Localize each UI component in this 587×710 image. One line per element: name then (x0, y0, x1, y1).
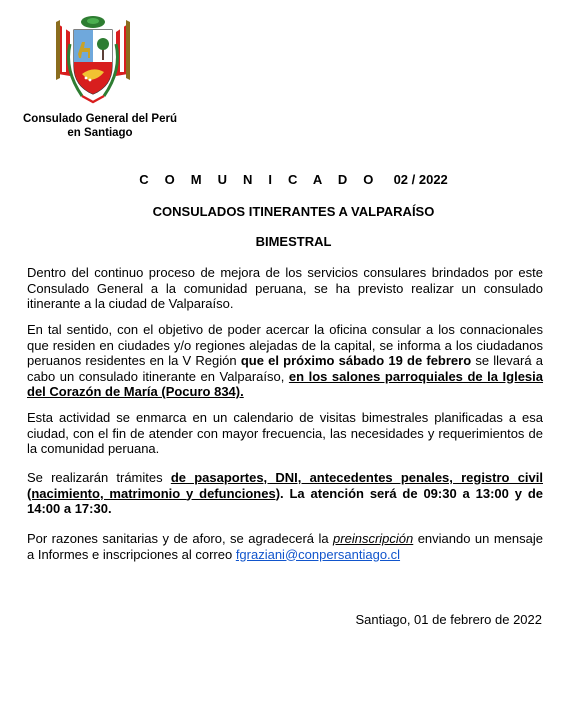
service-hours: . La atención será de 09:30 a 13:00 y de 14:00 a 17:30. (27, 485, 543, 516)
paragraph-5-text-c: enviando un mensaje a Informes e inscripciones al correo (27, 531, 543, 562)
communique-label: C O M U N I C A D O (139, 172, 380, 187)
paragraph-2 (27, 322, 543, 400)
document-date: Santiago, 01 de febrero de 2022 (355, 612, 542, 627)
communique-heading (0, 172, 587, 187)
paragraph-5 (27, 531, 543, 562)
event-location: en los salones parroquiales de la Iglesia del Corazón de María (Pocuro 834). (27, 368, 543, 399)
paragraph-1: Dentro del continuo proceso de mejora de los servicios consulares brindados por este Consulado General a la comunidad peruana, se ha previsto realizar un consulado itinerante a la ciudad de Valparaíso. (27, 265, 543, 311)
contact-email-link[interactable]: fgraziani@conpersantiago.cl (235, 546, 401, 562)
paragraph-5-text-a: Por razones sanitarias y de aforo, se agradecerá la (27, 531, 334, 546)
issuer-line-1: Consulado General del Perú (22, 113, 177, 125)
paragraph-3: Esta actividad se enmarca en un calendario de visitas bimestrales planificadas a esa ciudad, con el fin de atender con mayor frecuencia, las necesidades y requerimientos de la comunidad peruana. (27, 410, 543, 456)
paragraph-4 (27, 470, 543, 517)
paragraph-2-text-c: se llevará a cabo un consulado itinerante en Valparaíso, (27, 353, 543, 384)
peru-coat-of-arms-icon (52, 14, 134, 106)
paragraph-2-text-a: En tal sentido, con el objetivo de poder acercar la oficina consular a los connacionales que residen en ciudades y/o regiones alejadas de la capital, se informa a los ciudadanos peruanos residentes en la V Región (27, 322, 543, 368)
services-list: de pasaportes, DNI, antecedentes penales, registro civil (nacimiento, matrimonio y defunciones) (27, 470, 543, 501)
paragraph-4-text-a: Se realizarán trámites (27, 470, 171, 485)
event-date-emphasis: que el próximo sábado 19 de febrero (240, 353, 472, 368)
issuer-line-2: en Santiago (67, 127, 133, 139)
document-subtitle: BIMESTRAL (255, 234, 332, 249)
communique-number: 02 / 2022 (393, 172, 448, 187)
issuer-name (20, 112, 180, 140)
preregistration-term: preinscripción (333, 531, 414, 546)
document-title: CONSULADOS ITINERANTES A VALPARAÍSO (152, 204, 435, 219)
